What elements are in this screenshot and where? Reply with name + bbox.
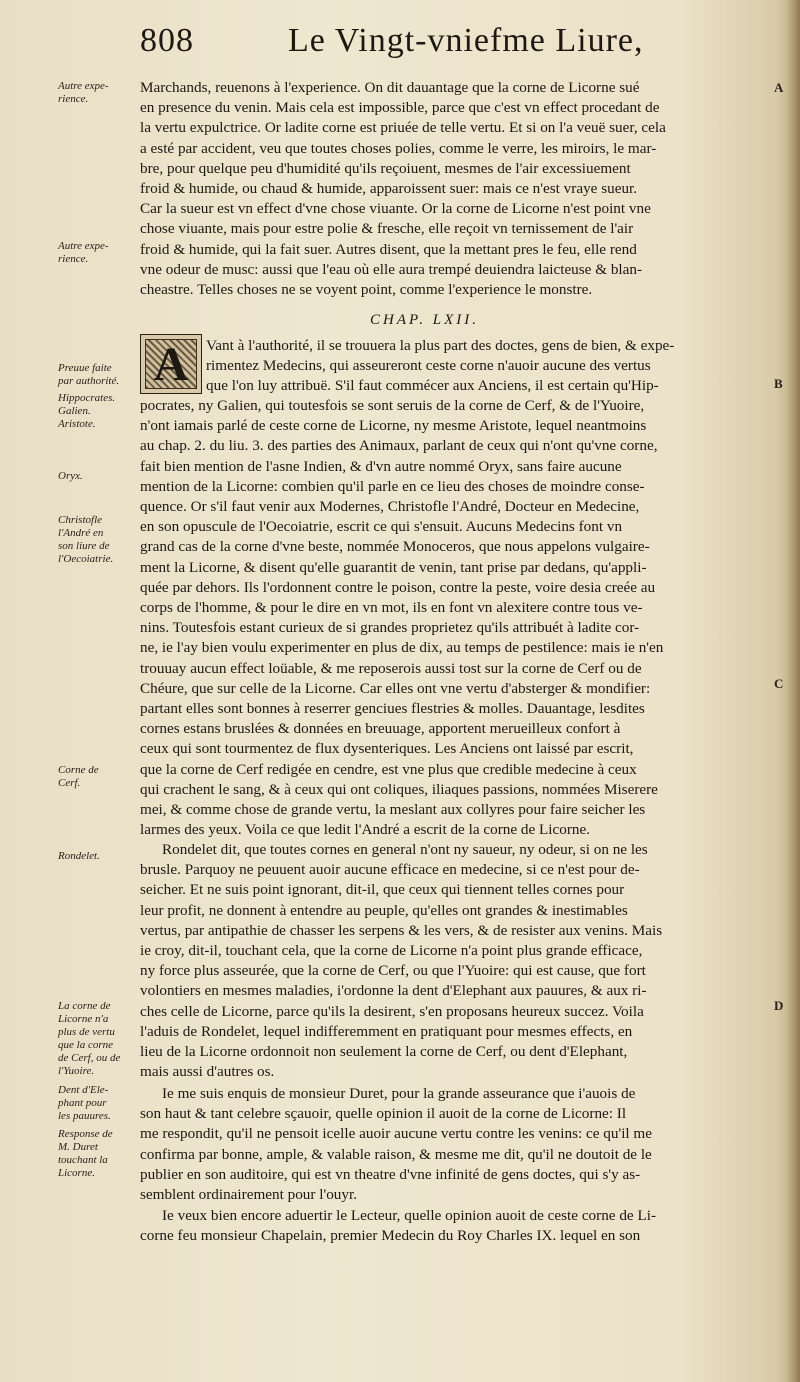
text-line: quée par dehors. Ils l'ordonnent contre le poison, contre la peste, voire desia creée au — [140, 578, 656, 596]
text-line: vertus, par antipathie de chasser les serpens & les vers, & de resister aux venins. Mais — [140, 921, 663, 939]
text-line: en presence du venin. Mais cela est impossible, parce que c'est vn effect procedant de — [140, 99, 660, 117]
margin-note-line: Rondelet. — [58, 850, 100, 862]
margin-note-line: Hippocrates. — [58, 392, 116, 404]
margin-note — [58, 80, 140, 106]
margin-note — [58, 362, 140, 388]
text-line: publier en son auditoire, qui est vn theatre d'vne infinité de gens doctes, qui s'y as- — [140, 1165, 641, 1183]
text-line: que l'on luy attribuë. S'il faut commécer aux Anciens, il est certain qu'Hip- — [206, 377, 659, 395]
text-line: fait bien mention de l'asne Indien, & d'vn autre nommé Oryx, sans faire aucune — [140, 457, 622, 475]
margin-note-line: Dent d'Ele- — [58, 1084, 109, 1096]
text-line: l'aduis de Rondelet, lequel indifferemment en pratiquant pour mesmes effects, en — [140, 1022, 633, 1040]
paragraph-2-lead — [206, 336, 768, 397]
text-line: semblent ordinairement pour l'ouyr. — [140, 1186, 357, 1204]
text-line: au chap. 2. du liu. 3. des parties des Animaux, parlant de ceux qui n'ont qu'vne corne, — [140, 437, 658, 455]
margin-note-line: l'Oecoiatrie. — [58, 553, 114, 565]
margin-note-line: les pauures. — [58, 1110, 111, 1122]
margin-note-line: Preuue faite — [58, 362, 112, 374]
chapter-heading: CHAP. LXII. — [370, 312, 479, 328]
running-title: Le Vingt-vniefme Liure, — [288, 22, 644, 59]
text-line: partant elles sont bonnes à reserrer genciues flestries & molles. Dauantage, lesdites — [140, 700, 645, 718]
decorated-initial: A — [140, 334, 202, 394]
text-line: grand cas de la corne d'vne beste, nommée Monoceros, que nous appelons vulgaire- — [140, 538, 650, 556]
text-line: cheastre. Telles choses ne se voyent point, comme l'experience le monstre. — [140, 281, 593, 299]
text-line: vne odeur de musc: aussi que l'eau où elle aura trempé deuiendra laicteuse & blan- — [140, 260, 643, 278]
text-line: ie croy, dit-il, touchant cela, que la corne de Licorne n'a point plus grande efficace, — [140, 942, 643, 960]
margin-note — [58, 514, 140, 566]
text-line: Chéure, que sur celle de la Licorne. Car elles ont vne vertu d'absterger & mondifier: — [140, 679, 651, 697]
paragraph-5 — [140, 1206, 768, 1246]
margin-note-line: que la corne — [58, 1039, 113, 1051]
page-binding-edge — [786, 0, 800, 1382]
quire-mark-c: C — [774, 676, 784, 691]
text-line: son haut & tant celebre sçauoir, quelle opinion il auoit de la corne de Licorne: Il — [140, 1105, 627, 1123]
margin-note-line: touchant la — [58, 1154, 108, 1166]
text-line: Car la sueur est vn effect d'vne chose viuante. Or la corne de Licorne n'est point vne — [140, 200, 651, 218]
text-line: ment la Licorne, & disent qu'elle guarantit de venin, tant prise par dedans, qu'appli- — [140, 558, 647, 576]
margin-note-line: M. Duret — [58, 1141, 98, 1153]
text-line: leur profit, ne donnent à entendre au peuple, qu'elles ont grandes & inestimables — [140, 901, 628, 919]
text-line: confirma par bonne, ample, & valable raison, & mesme me dit, qu'il ne doutoit de le — [140, 1145, 652, 1163]
text-line: trouuay aucun effect loüable, & me reposerois aussi tost sur la corne de Cerf ou de — [140, 659, 642, 677]
page-header — [140, 22, 780, 66]
text-line: corne feu monsieur Chapelain, premier Medecin du Roy Charles IX. lequel en son — [140, 1227, 641, 1245]
text-line: que la corne de Cerf redigée en cendre, est vne plus que credible medecine à ceux — [140, 760, 637, 778]
text-line: Vant à l'authorité, il se trouuera la plus part des doctes, gens de bien, & expe- — [206, 337, 675, 354]
quire-mark-a: A — [774, 80, 784, 95]
margin-note-line: Aristote. — [58, 418, 96, 430]
margin-note-line: plus de vertu — [58, 1026, 115, 1038]
text-line: brusle. Parquoy ne peuuent auoir aucune efficace en medecine, si ce n'est pour de- — [140, 861, 640, 879]
page-number: 808 — [140, 22, 194, 59]
text-line: ceux qui sont tourmentez de flux dysenteriques. Les Anciens ont laissé par escrit, — [140, 740, 634, 758]
margin-note-line: son liure de — [58, 540, 110, 552]
text-line: quence. Or s'il faut venir aux Modernes, Christofle l'André, Docteur en Medecine, — [140, 498, 640, 516]
text-line: volontiers en mesmes maladies, i'ordonne la dent d'Elephant aux pauures, & aux ri- — [140, 982, 647, 1000]
text-line: Marchands, reuenons à l'experience. On dit dauantage que la corne de Licorne sué — [140, 79, 640, 96]
margin-note-line: Autre expe- — [58, 240, 109, 252]
margin-note-line: l'Yuoire. — [58, 1065, 95, 1077]
text-line: en son opuscule de l'Oecoiatrie, escrit ce qui s'ensuit. Aucuns Medecins font vn — [140, 518, 623, 536]
text-line: nins. Toutesfois estant curieux de si grandes proprietez qu'ils attribuét à ladite cor- — [140, 619, 640, 637]
margin-note — [58, 392, 140, 431]
paragraph-4 — [140, 1084, 768, 1205]
text-line: n'ont iamais parlé de ceste corne de Licorne, ny mesme Aristote, lequel neantmoins — [140, 417, 647, 435]
text-line: Ie me suis enquis de monsieur Duret, pour la grande asseurance que i'auois de — [162, 1085, 636, 1102]
quire-mark-b: B — [774, 376, 783, 391]
margin-note — [58, 850, 140, 863]
margin-note-line: rience. — [58, 93, 89, 105]
text-line: Ie veux bien encore aduertir le Lecteur, quelle opinion auoit de ceste corne de Li- — [162, 1207, 657, 1224]
margin-note-line: Corne de — [58, 764, 99, 776]
text-line: ches celle de Licorne, parce qu'ils la desirent, s'en proposans heureux succez. Voila — [140, 1002, 644, 1020]
margin-note — [58, 1084, 140, 1123]
text-line: lieu de la Licorne ordonnoit non seulement la corne de Cerf, ou dent d'Elephant, — [140, 1043, 628, 1061]
text-line: bre, pour quelque peu d'humidité qu'ils reçoiuent, mesmes de l'air excessiuement — [140, 159, 631, 177]
text-line: froid & humide, ou chaud & humide, apparoissent suer: mais ce n'est vraye sueur. — [140, 180, 638, 198]
text-line: corps de l'homme, & pour le dire en vn mot, ils en font vn alexitere contre tous ve- — [140, 599, 643, 617]
paragraph-1 — [140, 78, 768, 300]
margin-note-line: Galien. — [58, 405, 91, 417]
text-line: Rondelet dit, que toutes cornes en general n'ont ny saueur, ny odeur, si on ne les — [162, 841, 648, 858]
paragraph-2 — [140, 396, 768, 840]
text-line: me respondit, qu'il ne pensoit icelle auoir aucune vertu contre les venins: ce qu'il me — [140, 1125, 652, 1143]
margin-note-line: Christofle — [58, 514, 103, 526]
margin-note-line: de Cerf, ou de — [58, 1052, 121, 1064]
text-line: la vertu expulctrice. Or ladite corne est priuée de telle vertu. Et si on l'a veuë suer, cela — [140, 119, 666, 137]
margin-note-line: Licorne. — [58, 1167, 95, 1179]
margin-note — [58, 1000, 140, 1078]
margin-note — [58, 240, 140, 266]
margin-note-line: phant pour — [58, 1097, 107, 1109]
text-line: ne, ie l'ay bien voulu experimenter en plus de dix, au temps de pestilence: mais ie n'en — [140, 639, 664, 657]
margin-note-line: Licorne n'a — [58, 1013, 109, 1025]
margin-note-line: Cerf. — [58, 777, 81, 789]
margin-note-line: Autre expe- — [58, 80, 109, 92]
margin-note-line: Oryx. — [58, 470, 83, 482]
margin-note-line: rience. — [58, 253, 89, 265]
text-line: mei, & comme chose de grande vertu, la meslant aux collyres pour faire seicher les — [140, 801, 646, 819]
text-line: chose viuante, mais pour estre polie & fresche, elle reçoit vn ternissement de l'air — [140, 220, 634, 238]
margin-note-line: l'André en — [58, 527, 104, 539]
text-line: mention de la Licorne: combien qu'il parle en ce lieu des choses de moindre conse- — [140, 477, 645, 495]
text-line: qui crachent le sang, & à ceux qui ont coliques, iliaques passions, nommées Miserere — [140, 780, 658, 798]
margin-note — [58, 1128, 140, 1180]
paragraph-3 — [140, 840, 768, 1082]
text-line: pocrates, ny Galien, qui toutesfois se sont seruis de la corne de Cerf, & de l'Yuoire, — [140, 397, 645, 414]
margin-note — [58, 764, 140, 790]
text-line: a esté par accident, veu que toutes choses polies, comme le verre, les miroirs, le mar- — [140, 139, 657, 157]
margin-note-line: Response de — [58, 1128, 113, 1140]
text-line: froid & humide, qui la fait suer. Autres disent, que la mettant pres le feu, elle rend — [140, 240, 637, 258]
text-line: seicher. Et ne suis point ignorant, dit-il, que ceux qui tiennent telles cornes pour — [140, 881, 625, 899]
text-line: larmes des yeux. Voila ce que ledit l'André a escrit de la corne de Licorne. — [140, 821, 591, 839]
text-line: ny force plus asseurée, que la corne de Cerf, ou que l'Yuoire: qui est cause, que fort — [140, 962, 646, 980]
margin-note — [58, 470, 140, 483]
margin-note-line: La corne de — [58, 1000, 111, 1012]
quire-mark-d: D — [774, 998, 784, 1013]
text-line: mais aussi d'autres os. — [140, 1063, 275, 1081]
text-line: cornes estans bruslées & données en breuuage, apportent merueilleux confort à — [140, 720, 621, 738]
text-line: rimentez Medecins, qui asseureront ceste corne n'auoir aucune des vertus — [206, 357, 651, 375]
margin-note-line: par authorité. — [58, 375, 120, 387]
